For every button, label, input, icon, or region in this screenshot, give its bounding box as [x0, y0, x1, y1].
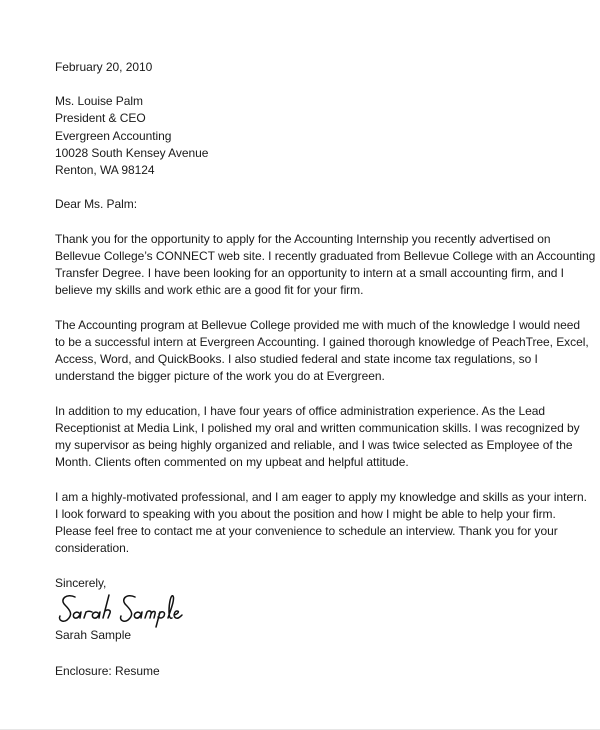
paragraph-line: Receptionist at Media Link, I polished my oral and written communication skills. I was recognized by [55, 421, 580, 435]
recipient-title: President & CEO [55, 111, 146, 126]
recipient-street: 10028 South Kensey Avenue [55, 145, 209, 160]
paragraph-line: The Accounting program at Bellevue College provided me with much of the knowledge I would need [55, 317, 580, 332]
paragraph-line: Please feel free to contact me at your convenience to schedule an interview. Thank you for your [55, 524, 558, 539]
paragraph-line: Access, Word, and QuickBooks. I also studied federal and state income tax regulations, so I [55, 352, 538, 367]
paragraph-line: my supervisor as being highly organized and reliable, and I was twice selected as Employee of the [55, 438, 573, 453]
recipient-address [55, 93, 555, 179]
paragraph-line: understand the bigger picture of the work you do at Evergreen. [55, 369, 385, 384]
signer-name: Sarah Sample [55, 628, 132, 642]
recipient-name: Ms. Louise Palm [55, 94, 143, 109]
paragraph-line: believe my skills and work ethic are a good fit for your firm. [55, 283, 364, 298]
letter-body [55, 59, 596, 592]
paragraph-2 [55, 317, 589, 386]
paragraph-line: to be a successful intern at Evergreen Accounting. I gained thorough knowledge of PeachTree, Excel, [55, 335, 589, 349]
paragraph-line: Transfer Degree. I have been looking for an opportunity to intern at a small accounting firm, and I [55, 266, 564, 281]
paragraph-line: Thank you for the opportunity to apply for the Accounting Internship you recently advertised on [55, 231, 551, 246]
closing: Sincerely, [55, 575, 107, 590]
paragraph-3 [55, 403, 580, 472]
paragraph-line: Month. Clients often commented on my upbeat and helpful attitude. [55, 455, 409, 470]
paragraph-line: I am a highly-motivated professional, and I am eager to apply my knowledge and skills as your intern. [55, 489, 587, 504]
salutation: Dear Ms. Palm: [55, 197, 137, 212]
handwritten-signature [57, 589, 217, 629]
paragraph-line: Bellevue College’s CONNECT web site. I recently graduated from Bellevue College with an Accounting [55, 249, 596, 263]
paragraph-line: In addition to my education, I have four years of office administration experience. As the Lead [55, 403, 545, 418]
paragraph-line: I look forward to speaking with you about the position and how I might be able to help your firm. [55, 507, 556, 521]
letter-date: February 20, 2010 [55, 60, 153, 74]
paragraph-1 [55, 231, 596, 300]
recipient-city: Renton, WA 98124 [55, 163, 155, 178]
enclosure-note: Enclosure: Resume [55, 664, 160, 678]
paragraph-line: consideration. [55, 541, 130, 556]
recipient-company: Evergreen Accounting [55, 128, 172, 143]
paragraph-4 [55, 489, 587, 558]
